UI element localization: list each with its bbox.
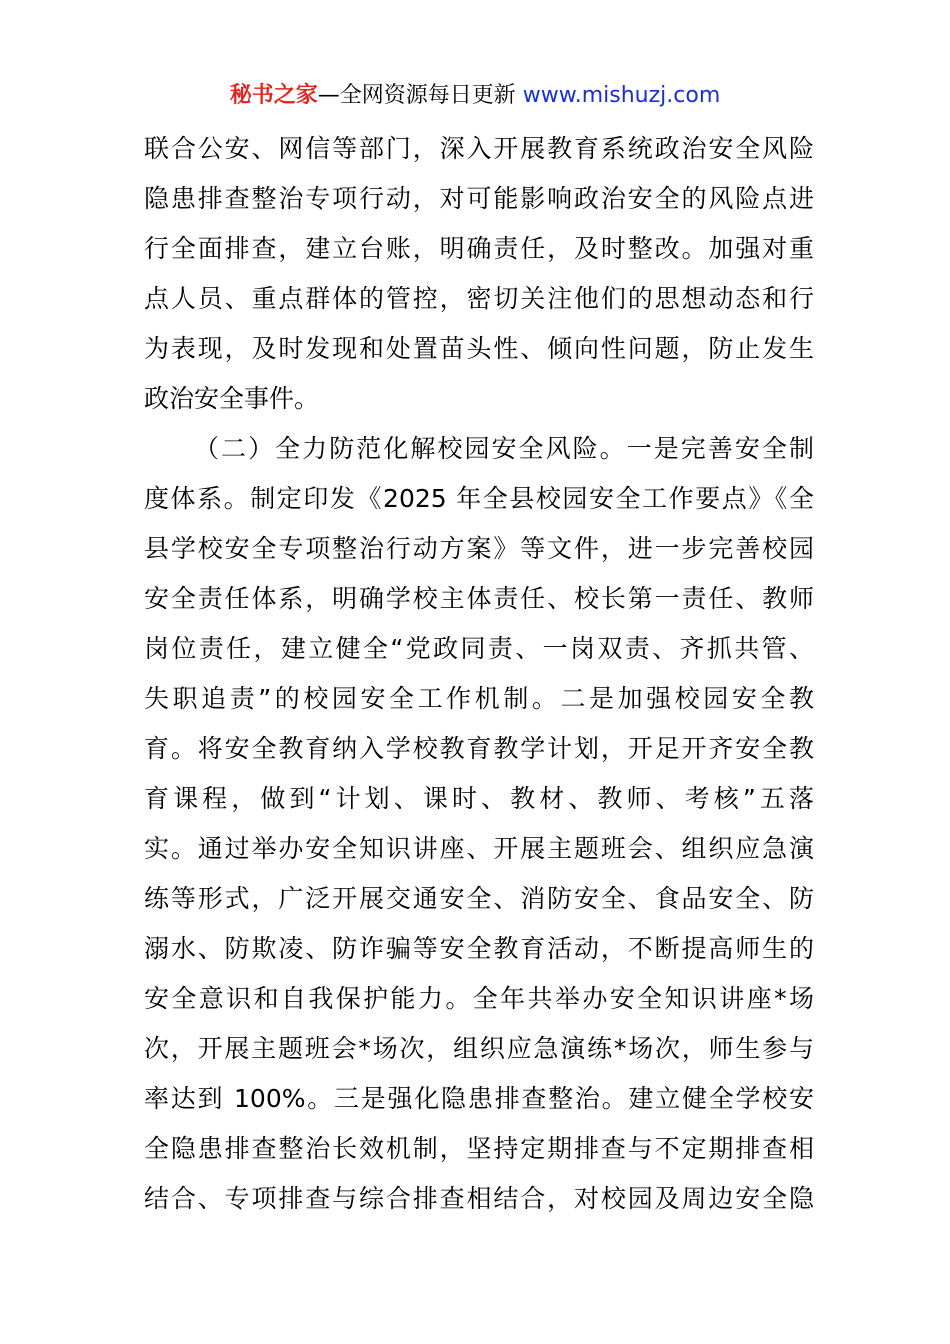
text-line: 行全面排查，建立台账，明确责任，及时整改。加强对重 — [144, 234, 814, 263]
text-line: 育课程，做到“计划、课时、教材、教师、考核”五落 — [144, 784, 814, 813]
text-line: 溺水、防欺凌、防诈骗等安全教育活动，不断提高师生的 — [144, 934, 814, 963]
text-line: 结合、专项排查与综合排查相结合，对校园及周边安全隐 — [144, 1184, 814, 1213]
text-line: 练等形式，广泛开展交通安全、消防安全、食品安全、防 — [144, 884, 814, 913]
site-brand: 秘书之家 — [229, 83, 318, 108]
text-line: 全隐患排查整治长效机制，坚持定期排查与不定期排查相 — [144, 1134, 814, 1163]
text-line-paragraph-end: 政治安全事件。 — [144, 384, 320, 413]
text-line: 次，开展主题班会*场次，组织应急演练*场次，师生参与 — [144, 1034, 814, 1063]
text-line: 为表现，及时发现和处置苗头性、倾向性问题，防止发生 — [144, 334, 814, 363]
text-line: 点人员、重点群体的管控，密切关注他们的思想动态和行 — [144, 284, 814, 313]
text-line: 育。将安全教育纳入学校教育教学计划，开足开齐安全教 — [144, 734, 814, 763]
text-line: 度体系。制定印发《2025 年全县校园安全工作要点》《全 — [144, 484, 814, 513]
text-line: 县学校安全专项整治行动方案》等文件，进一步完善校园 — [144, 534, 814, 563]
text-line: 失职追责”的校园安全工作机制。二是加强校园安全教 — [144, 684, 814, 713]
text-line: 安全意识和自我保护能力。全年共举办安全知识讲座*场 — [144, 984, 814, 1013]
text-line: 实。通过举办安全知识讲座、开展主题班会、组织应急演 — [144, 834, 814, 863]
document-body — [144, 124, 814, 1224]
page-header — [0, 79, 950, 113]
text-line: 隐患排查整治专项行动，对可能影响政治安全的风险点进 — [144, 184, 814, 213]
text-line: 安全责任体系，明确学校主体责任、校长第一责任、教师 — [144, 584, 814, 613]
section-heading-line: （二）全力防范化解校园安全风险。一是完善安全制 — [194, 434, 814, 463]
text-line: 联合公安、网信等部门，深入开展教育系统政治安全风险 — [144, 134, 814, 163]
site-url-link[interactable]: www.mishuzj.com — [522, 83, 721, 108]
site-slogan: —全网资源每日更新 — [317, 83, 523, 108]
text-line: 岗位责任，建立健全“党政同责、一岗双责、齐抓共管、 — [144, 634, 814, 663]
text-line: 率达到 100%。三是强化隐患排查整治。建立健全学校安 — [144, 1084, 814, 1113]
